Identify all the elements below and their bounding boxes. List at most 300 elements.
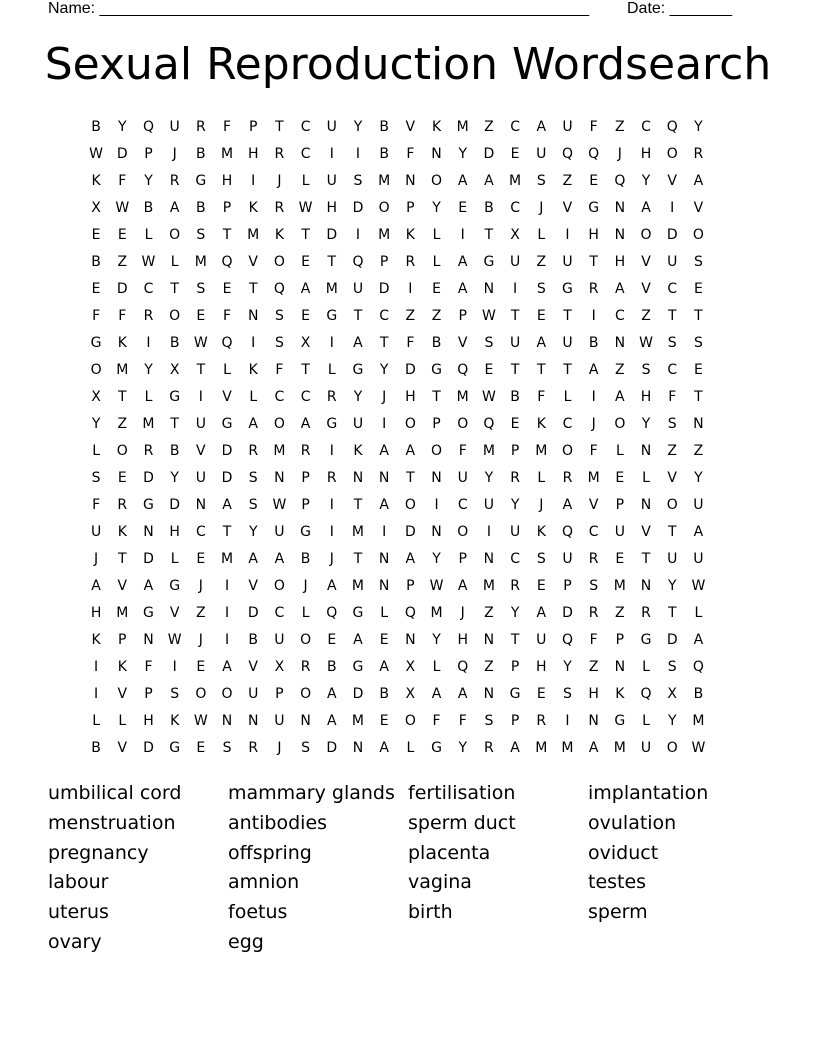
grid-letter[interactable]: C: [143, 280, 154, 297]
grid-letter[interactable]: N: [378, 577, 390, 594]
grid-letter[interactable]: L: [432, 658, 441, 675]
grid-letter[interactable]: I: [355, 226, 361, 243]
grid-letter[interactable]: E: [484, 361, 494, 378]
grid-letter[interactable]: X: [274, 658, 285, 675]
grid-letter[interactable]: W: [639, 334, 653, 351]
grid-letter[interactable]: R: [562, 469, 573, 486]
grid-letter[interactable]: V: [457, 334, 468, 351]
grid-letter[interactable]: U: [667, 253, 678, 270]
grid-letter[interactable]: K: [431, 118, 442, 135]
grid-letter[interactable]: N: [352, 469, 364, 486]
grid-letter[interactable]: A: [379, 442, 389, 459]
grid-letter[interactable]: M: [273, 442, 286, 459]
grid-letter[interactable]: N: [614, 334, 626, 351]
grid-letter[interactable]: M: [482, 442, 495, 459]
grid-letter[interactable]: S: [563, 685, 572, 702]
grid-letter[interactable]: Q: [561, 145, 573, 162]
grid-letter[interactable]: R: [588, 604, 599, 621]
grid-letter[interactable]: K: [274, 226, 284, 243]
grid-letter[interactable]: V: [117, 577, 128, 594]
grid-letter[interactable]: M: [351, 577, 365, 594]
grid-letter[interactable]: L: [406, 739, 415, 756]
grid-letter[interactable]: A: [641, 199, 651, 216]
grid-letter[interactable]: G: [326, 307, 338, 324]
grid-letter[interactable]: G: [483, 253, 495, 270]
grid-letter[interactable]: B: [379, 118, 389, 135]
grid-letter[interactable]: G: [169, 577, 181, 594]
grid-letter[interactable]: I: [460, 226, 465, 243]
grid-letter[interactable]: H: [326, 199, 338, 216]
grid-letter[interactable]: I: [670, 199, 675, 216]
grid-letter[interactable]: E: [196, 739, 206, 756]
grid-letter[interactable]: B: [300, 550, 311, 567]
grid-letter[interactable]: A: [484, 172, 494, 189]
grid-letter[interactable]: I: [94, 685, 99, 702]
grid-letter[interactable]: I: [251, 172, 256, 189]
grid-letter[interactable]: Z: [588, 658, 599, 675]
grid-letter[interactable]: J: [94, 550, 99, 567]
grid-letter[interactable]: L: [380, 604, 389, 621]
grid-letter[interactable]: W: [115, 199, 130, 216]
grid-letter[interactable]: R: [326, 388, 337, 405]
grid-letter[interactable]: S: [274, 334, 284, 351]
grid-letter[interactable]: S: [536, 172, 546, 189]
grid-letter[interactable]: Y: [248, 523, 258, 540]
grid-letter[interactable]: G: [326, 415, 338, 432]
grid-letter[interactable]: V: [248, 658, 258, 675]
grid-letter[interactable]: P: [510, 712, 520, 729]
grid-letter[interactable]: L: [432, 226, 441, 243]
grid-letter[interactable]: H: [640, 388, 652, 405]
grid-letter[interactable]: Z: [667, 442, 678, 459]
grid-letter[interactable]: C: [300, 118, 311, 135]
grid-letter[interactable]: P: [222, 199, 232, 216]
grid-letter[interactable]: L: [642, 469, 650, 486]
grid-letter[interactable]: P: [144, 145, 153, 162]
grid-letter[interactable]: U: [326, 118, 337, 135]
grid-letter[interactable]: O: [404, 496, 416, 513]
grid-letter[interactable]: Y: [484, 469, 494, 486]
grid-letter[interactable]: Y: [667, 577, 677, 594]
grid-letter[interactable]: E: [222, 280, 232, 297]
grid-letter[interactable]: U: [274, 631, 285, 648]
grid-letter[interactable]: P: [406, 199, 415, 216]
grid-letter[interactable]: D: [378, 280, 390, 297]
grid-letter[interactable]: Y: [694, 469, 703, 486]
grid-letter[interactable]: T: [353, 307, 363, 324]
grid-letter[interactable]: B: [379, 145, 389, 162]
grid-letter[interactable]: M: [587, 469, 600, 486]
grid-letter[interactable]: T: [196, 361, 206, 378]
grid-letter[interactable]: J: [591, 415, 596, 432]
grid-letter[interactable]: Y: [563, 658, 572, 675]
grid-letter[interactable]: D: [116, 145, 128, 162]
grid-letter[interactable]: I: [355, 145, 361, 162]
grid-letter[interactable]: J: [303, 577, 308, 594]
grid-letter[interactable]: U: [509, 253, 521, 270]
grid-letter[interactable]: Z: [615, 604, 625, 621]
grid-letter[interactable]: M: [378, 226, 391, 243]
grid-letter[interactable]: E: [615, 550, 625, 567]
grid-letter[interactable]: I: [329, 523, 334, 540]
grid-letter[interactable]: F: [223, 118, 232, 135]
grid-letter[interactable]: U: [169, 118, 180, 135]
grid-letter[interactable]: I: [146, 334, 151, 351]
grid-letter[interactable]: G: [169, 388, 181, 405]
grid-letter[interactable]: P: [301, 469, 310, 486]
grid-letter[interactable]: Z: [484, 604, 494, 621]
grid-letter[interactable]: T: [118, 388, 127, 405]
grid-letter[interactable]: I: [329, 334, 334, 351]
grid-letter[interactable]: J: [460, 604, 465, 621]
grid-letter[interactable]: E: [615, 469, 625, 486]
grid-letter[interactable]: L: [563, 388, 572, 405]
grid-letter[interactable]: L: [327, 361, 336, 378]
grid-letter[interactable]: L: [249, 388, 258, 405]
grid-letter[interactable]: G: [300, 523, 312, 540]
grid-letter[interactable]: O: [640, 226, 652, 243]
grid-letter[interactable]: H: [588, 685, 599, 702]
grid-letter[interactable]: U: [562, 118, 573, 135]
grid-letter[interactable]: Z: [615, 118, 625, 135]
grid-letter[interactable]: F: [406, 145, 415, 162]
grid-letter[interactable]: E: [536, 685, 546, 702]
grid-letter[interactable]: Y: [144, 361, 153, 378]
grid-letter[interactable]: R: [248, 442, 259, 459]
grid-letter[interactable]: L: [170, 253, 179, 270]
grid-letter[interactable]: K: [117, 523, 127, 540]
grid-letter[interactable]: A: [457, 172, 468, 189]
grid-letter[interactable]: V: [248, 577, 258, 594]
grid-letter[interactable]: T: [641, 550, 651, 567]
grid-letter[interactable]: B: [196, 199, 206, 216]
grid-letter[interactable]: O: [431, 172, 443, 189]
grid-letter[interactable]: E: [301, 253, 311, 270]
grid-letter[interactable]: T: [379, 334, 389, 351]
grid-letter[interactable]: S: [91, 469, 101, 486]
grid-letter[interactable]: L: [537, 469, 546, 486]
grid-letter[interactable]: U: [693, 496, 704, 513]
grid-letter[interactable]: E: [510, 145, 520, 162]
grid-letter[interactable]: O: [561, 442, 573, 459]
grid-letter[interactable]: Z: [431, 307, 442, 324]
grid-letter[interactable]: O: [300, 685, 312, 702]
grid-letter[interactable]: O: [378, 199, 390, 216]
grid-letter[interactable]: V: [667, 172, 677, 189]
grid-letter[interactable]: P: [379, 253, 389, 270]
grid-letter[interactable]: I: [565, 712, 570, 729]
grid-letter[interactable]: Y: [170, 469, 179, 486]
grid-letter[interactable]: U: [457, 469, 468, 486]
grid-letter[interactable]: W: [167, 631, 182, 648]
grid-letter[interactable]: A: [405, 442, 416, 459]
grid-letter[interactable]: F: [92, 307, 101, 324]
grid-letter[interactable]: M: [535, 442, 548, 459]
grid-letter[interactable]: U: [562, 253, 573, 270]
grid-letter[interactable]: O: [692, 226, 704, 243]
grid-letter[interactable]: M: [351, 712, 365, 729]
grid-letter[interactable]: Q: [457, 658, 469, 675]
grid-letter[interactable]: R: [169, 172, 180, 189]
grid-letter[interactable]: D: [143, 469, 154, 486]
grid-letter[interactable]: Q: [352, 253, 364, 270]
grid-letter[interactable]: J: [617, 145, 622, 162]
grid-letter[interactable]: A: [143, 577, 154, 594]
grid-letter[interactable]: E: [693, 361, 703, 378]
grid-letter[interactable]: L: [694, 604, 703, 621]
grid-letter[interactable]: N: [405, 172, 416, 189]
grid-letter[interactable]: U: [352, 280, 364, 297]
grid-letter[interactable]: N: [431, 145, 442, 162]
grid-letter[interactable]: Q: [614, 172, 626, 189]
grid-letter[interactable]: A: [353, 334, 363, 351]
grid-letter[interactable]: D: [326, 226, 338, 243]
grid-letter[interactable]: I: [513, 280, 518, 297]
grid-letter[interactable]: A: [588, 361, 599, 378]
grid-letter[interactable]: R: [300, 442, 311, 459]
grid-letter[interactable]: T: [432, 388, 441, 405]
grid-letter[interactable]: T: [275, 118, 284, 135]
grid-letter[interactable]: K: [117, 334, 127, 351]
grid-letter[interactable]: K: [536, 415, 546, 432]
grid-letter[interactable]: B: [91, 253, 101, 270]
grid-letter[interactable]: G: [143, 496, 154, 513]
grid-letter[interactable]: H: [90, 604, 102, 621]
grid-letter[interactable]: M: [692, 712, 705, 729]
grid-letter[interactable]: T: [222, 226, 232, 243]
grid-letter[interactable]: P: [275, 685, 284, 702]
grid-letter[interactable]: M: [509, 172, 522, 189]
grid-letter[interactable]: E: [536, 577, 546, 594]
grid-letter[interactable]: K: [91, 172, 101, 189]
grid-letter[interactable]: N: [247, 712, 259, 729]
grid-letter[interactable]: C: [667, 361, 678, 378]
grid-letter[interactable]: S: [248, 469, 258, 486]
grid-letter[interactable]: Y: [641, 415, 651, 432]
grid-letter[interactable]: A: [222, 496, 232, 513]
grid-letter[interactable]: Y: [432, 550, 441, 567]
grid-letter[interactable]: B: [326, 658, 337, 675]
grid-letter[interactable]: S: [484, 334, 494, 351]
grid-letter[interactable]: Q: [483, 415, 495, 432]
grid-letter[interactable]: Q: [588, 145, 600, 162]
grid-letter[interactable]: G: [352, 604, 364, 621]
grid-letter[interactable]: Z: [196, 604, 206, 621]
grid-letter[interactable]: O: [169, 226, 181, 243]
grid-letter[interactable]: W: [429, 577, 444, 594]
grid-letter[interactable]: N: [274, 469, 285, 486]
grid-letter[interactable]: J: [539, 496, 544, 513]
grid-letter[interactable]: A: [536, 118, 547, 135]
grid-letter[interactable]: D: [404, 361, 416, 378]
grid-letter[interactable]: M: [378, 172, 391, 189]
grid-letter[interactable]: L: [170, 550, 179, 567]
grid-letter[interactable]: I: [329, 145, 334, 162]
grid-letter[interactable]: Z: [405, 307, 416, 324]
grid-letter[interactable]: S: [667, 334, 677, 351]
grid-letter[interactable]: F: [92, 496, 101, 513]
grid-letter[interactable]: I: [329, 496, 334, 513]
grid-letter[interactable]: B: [91, 118, 101, 135]
grid-letter[interactable]: I: [94, 658, 99, 675]
grid-letter[interactable]: U: [352, 415, 364, 432]
grid-letter[interactable]: A: [405, 550, 416, 567]
grid-letter[interactable]: U: [248, 685, 259, 702]
grid-letter[interactable]: V: [117, 685, 128, 702]
grid-letter[interactable]: N: [483, 280, 495, 297]
grid-letter[interactable]: M: [535, 739, 548, 756]
grid-letter[interactable]: N: [143, 523, 154, 540]
grid-letter[interactable]: R: [326, 469, 337, 486]
grid-letter[interactable]: U: [90, 523, 102, 540]
grid-letter[interactable]: M: [220, 145, 234, 162]
grid-letter[interactable]: S: [301, 739, 311, 756]
grid-letter[interactable]: O: [273, 253, 285, 270]
grid-letter[interactable]: A: [248, 415, 258, 432]
grid-letter[interactable]: V: [248, 253, 258, 270]
grid-letter[interactable]: H: [405, 388, 416, 405]
grid-letter[interactable]: Z: [693, 442, 704, 459]
grid-letter[interactable]: D: [666, 226, 678, 243]
grid-letter[interactable]: S: [274, 307, 284, 324]
grid-letter[interactable]: A: [169, 199, 180, 216]
grid-letter[interactable]: H: [640, 145, 652, 162]
grid-letter[interactable]: K: [615, 685, 625, 702]
grid-letter[interactable]: G: [562, 280, 573, 297]
grid-letter[interactable]: N: [405, 631, 416, 648]
grid-letter[interactable]: Y: [118, 118, 127, 135]
grid-letter[interactable]: V: [641, 523, 651, 540]
grid-letter[interactable]: F: [589, 631, 598, 648]
grid-letter[interactable]: O: [457, 523, 469, 540]
grid-letter[interactable]: C: [300, 145, 311, 162]
grid-letter[interactable]: E: [693, 280, 703, 297]
grid-letter[interactable]: S: [667, 658, 677, 675]
grid-letter[interactable]: P: [563, 577, 572, 594]
grid-letter[interactable]: E: [196, 550, 206, 567]
grid-letter[interactable]: I: [329, 442, 334, 459]
grid-letter[interactable]: S: [641, 361, 651, 378]
grid-letter[interactable]: P: [458, 307, 467, 324]
grid-letter[interactable]: U: [614, 523, 625, 540]
grid-letter[interactable]: N: [640, 577, 652, 594]
grid-letter[interactable]: I: [408, 280, 413, 297]
grid-letter[interactable]: U: [536, 145, 547, 162]
grid-letter[interactable]: T: [118, 550, 127, 567]
grid-letter[interactable]: R: [588, 550, 599, 567]
grid-letter[interactable]: Z: [117, 253, 128, 270]
grid-letter[interactable]: Z: [117, 415, 128, 432]
grid-letter[interactable]: Y: [432, 631, 441, 648]
grid-letter[interactable]: Y: [144, 172, 153, 189]
grid-letter[interactable]: I: [382, 415, 387, 432]
grid-letter[interactable]: B: [510, 388, 520, 405]
grid-letter[interactable]: C: [379, 307, 390, 324]
grid-letter[interactable]: H: [614, 253, 626, 270]
grid-letter[interactable]: D: [666, 631, 678, 648]
grid-letter[interactable]: A: [274, 550, 285, 567]
grid-letter[interactable]: W: [272, 496, 287, 513]
grid-letter[interactable]: Y: [379, 361, 389, 378]
grid-letter[interactable]: C: [457, 496, 468, 513]
grid-letter[interactable]: E: [117, 226, 127, 243]
grid-letter[interactable]: E: [536, 307, 546, 324]
grid-letter[interactable]: X: [169, 361, 180, 378]
grid-letter[interactable]: V: [588, 496, 599, 513]
grid-letter[interactable]: Z: [484, 118, 494, 135]
grid-letter[interactable]: O: [273, 415, 285, 432]
grid-letter[interactable]: D: [404, 523, 416, 540]
grid-letter[interactable]: Q: [666, 118, 678, 135]
grid-letter[interactable]: J: [382, 388, 387, 405]
grid-letter[interactable]: M: [482, 577, 495, 594]
grid-letter[interactable]: R: [274, 145, 285, 162]
grid-letter[interactable]: Y: [353, 118, 363, 135]
grid-letter[interactable]: A: [457, 685, 468, 702]
grid-letter[interactable]: F: [537, 388, 546, 405]
grid-letter[interactable]: E: [196, 658, 206, 675]
grid-letter[interactable]: A: [693, 172, 704, 189]
grid-letter[interactable]: O: [666, 739, 678, 756]
grid-letter[interactable]: N: [221, 712, 233, 729]
grid-letter[interactable]: F: [275, 361, 284, 378]
grid-letter[interactable]: Q: [326, 604, 338, 621]
grid-letter[interactable]: X: [405, 685, 416, 702]
grid-letter[interactable]: H: [588, 226, 599, 243]
grid-letter[interactable]: T: [170, 280, 179, 297]
grid-letter[interactable]: O: [457, 415, 469, 432]
grid-letter[interactable]: C: [510, 550, 520, 567]
grid-letter[interactable]: D: [143, 550, 154, 567]
grid-letter[interactable]: D: [143, 739, 154, 756]
grid-letter[interactable]: I: [591, 307, 596, 324]
grid-letter[interactable]: O: [90, 361, 102, 378]
grid-letter[interactable]: N: [640, 442, 652, 459]
grid-letter[interactable]: U: [536, 631, 547, 648]
grid-letter[interactable]: C: [195, 523, 206, 540]
grid-letter[interactable]: T: [667, 523, 677, 540]
grid-letter[interactable]: G: [352, 658, 364, 675]
grid-letter[interactable]: B: [91, 739, 101, 756]
grid-letter[interactable]: U: [195, 469, 206, 486]
grid-letter[interactable]: Y: [641, 172, 651, 189]
grid-letter[interactable]: C: [562, 415, 573, 432]
grid-letter[interactable]: Q: [221, 253, 233, 270]
grid-letter[interactable]: A: [457, 253, 468, 270]
grid-letter[interactable]: R: [510, 577, 520, 594]
grid-letter[interactable]: N: [247, 307, 259, 324]
grid-letter[interactable]: Z: [484, 658, 494, 675]
grid-letter[interactable]: M: [325, 280, 338, 297]
grid-letter[interactable]: O: [431, 442, 443, 459]
grid-letter[interactable]: C: [300, 388, 311, 405]
grid-letter[interactable]: S: [667, 415, 677, 432]
grid-letter[interactable]: B: [143, 199, 154, 216]
grid-letter[interactable]: S: [170, 685, 180, 702]
grid-letter[interactable]: Y: [510, 496, 520, 513]
grid-letter[interactable]: D: [562, 604, 573, 621]
grid-letter[interactable]: W: [141, 253, 156, 270]
grid-letter[interactable]: Y: [458, 739, 467, 756]
grid-letter[interactable]: M: [430, 604, 443, 621]
grid-letter[interactable]: R: [248, 739, 259, 756]
grid-letter[interactable]: N: [693, 415, 704, 432]
grid-letter[interactable]: L: [615, 442, 624, 459]
grid-letter[interactable]: H: [536, 658, 547, 675]
grid-letter[interactable]: I: [224, 604, 230, 621]
grid-letter[interactable]: E: [91, 226, 101, 243]
grid-letter[interactable]: W: [193, 712, 208, 729]
